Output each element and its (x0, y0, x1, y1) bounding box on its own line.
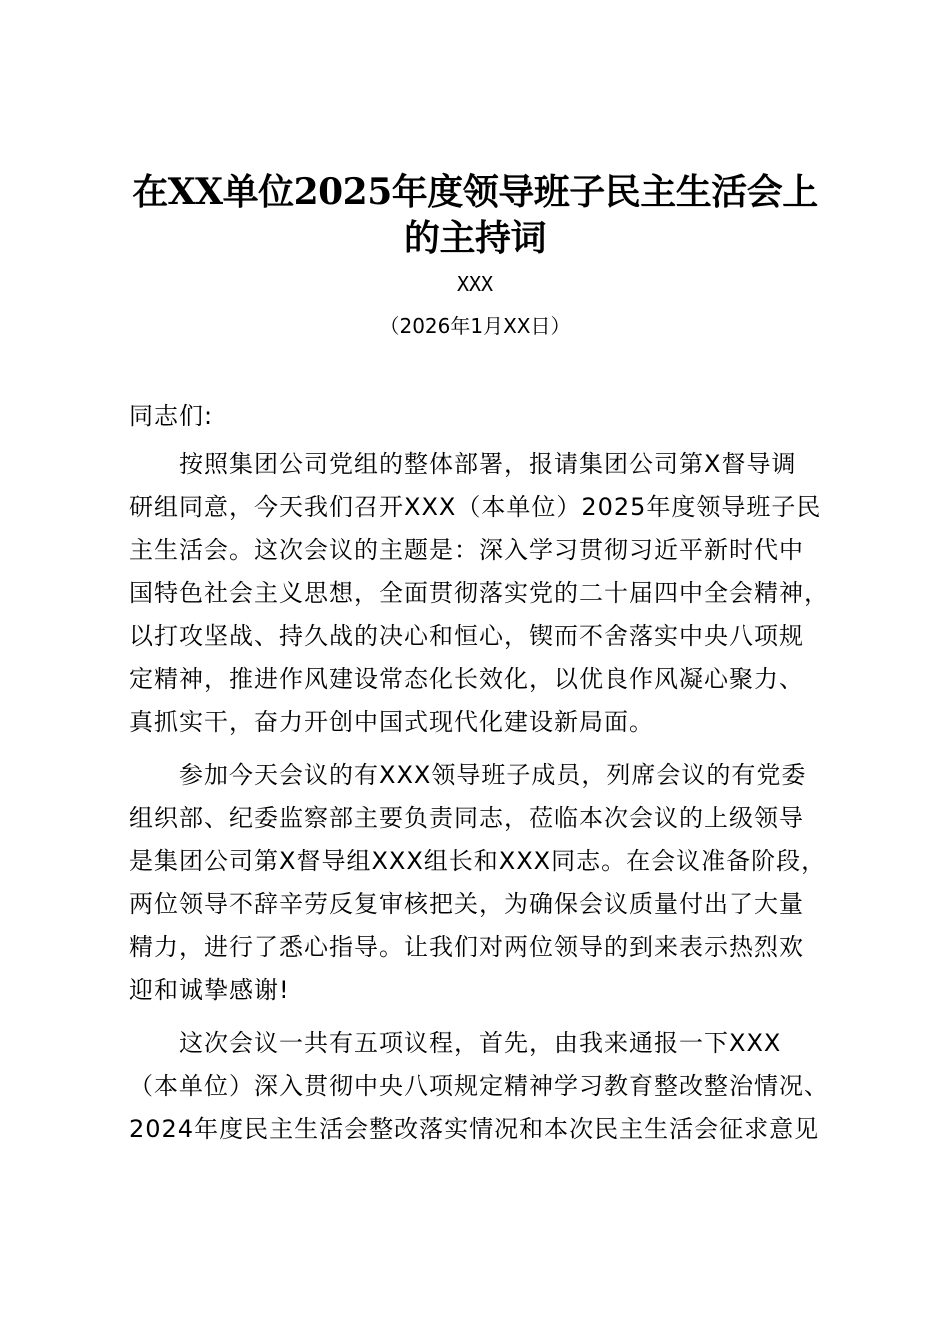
body-line: （本单位）深入贯彻中央八项规定精神学习教育整改整治情况、 (129, 1072, 829, 1100)
body-line: 是集团公司第X督导组XXX组长和XXX同志。在会议准备阶段， (129, 847, 827, 875)
body-line: 主生活会。这次会议的主题是：深入学习贯彻习近平新时代中 (129, 536, 804, 564)
document-author: XXX (456, 272, 494, 296)
body-line: 以打攻坚战、持久战的决心和恒心，锲而不舍落实中央八项规 (129, 622, 804, 650)
body-line: 两位领导不辞辛劳反复审核把关，为确保会议质量付出了大量 (129, 890, 804, 918)
body-line: 2024年度民主生活会整改落实情况和本次民主生活会征求意见 (129, 1115, 820, 1143)
document-title-line-1: 在XX单位2025年度领导班子民主生活会上 (132, 171, 818, 213)
body-line: 按照集团公司党组的整体部署，报请集团公司第X督导调 (129, 450, 797, 478)
body-line: 真抓实干，奋力开创中国式现代化建设新局面。 (129, 708, 654, 736)
body-line: 研组同意，今天我们召开XXX（本单位）2025年度领导班子民 (129, 493, 822, 521)
body-line: 迎和诚挚感谢! (129, 976, 290, 1004)
body-line: 精力，进行了悉心指导。让我们对两位领导的到来表示热烈欢 (129, 933, 804, 961)
body-line: 参加今天会议的有XXX领导班子成员，列席会议的有党委 (129, 761, 807, 789)
body-line: 这次会议一共有五项议程，首先，由我来通报一下XXX (129, 1029, 782, 1057)
body-line: 国特色社会主义思想，全面贯彻落实党的二十届四中全会精神， (129, 579, 829, 607)
document-date: （2026年1月XX日） (379, 314, 571, 338)
body-line: 组织部、纪委监察部主要负责同志，莅临本次会议的上级领导 (129, 804, 804, 832)
body-line: 定精神，推进作风建设常态化长效化，以优良作风凝心聚力、 (129, 665, 804, 693)
salutation: 同志们: (129, 402, 214, 430)
document-title-line-2: 的主持词 (403, 217, 546, 259)
